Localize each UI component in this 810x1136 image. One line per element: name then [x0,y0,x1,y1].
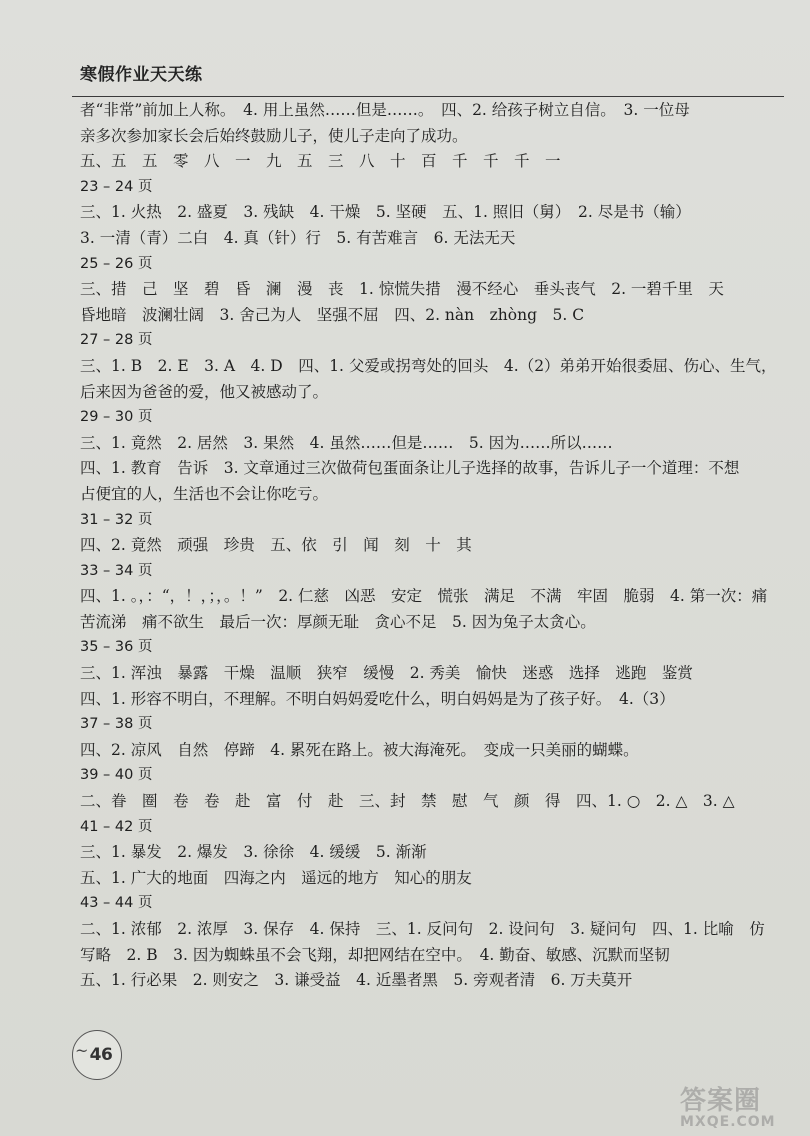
header-title: 寒假作业天天练 [80,65,203,85]
answer-line: 五、1. 广大的地面 四海之内 遥远的地方 知心的朋友 [80,868,472,887]
answer-line: 亲多次参加家长会后始终鼓励儿子，使儿子走向了成功。 [80,126,468,145]
watermark-logo-text: 答案圈 [680,1086,762,1116]
answer-line: 三、1. 浑浊 暴露 干燥 温顺 狭窄 缓慢 2. 秀美 愉快 迷惑 选择 逃跑 鉴赏 [80,664,693,683]
page-range-heading: 23 – 24 页 [80,178,153,195]
answer-line: 四、1. 形容不明白，不理解。不明白妈妈爱吃什么，明白妈妈是为了孩子好。 4.（3） [80,689,675,708]
page-range-heading: 41 – 42 页 [80,818,153,835]
page-range-heading: 31 – 32 页 [80,511,153,528]
answer-line: 写略 2. B 3. 因为蜘蛛虽不会飞翔，却把网结在空中。 4. 勤奋、敏感、沉默而坚韧 [80,945,670,964]
header-rule [72,96,784,97]
answer-line: 三、1. 竟然 2. 居然 3. 果然 4. 虽然……但是…… 5. 因为……所以…… [80,433,613,452]
answer-line: 四、2. 竟然 顽强 珍贵 五、依 引 闻 刻 十 其 [80,536,472,555]
answer-line: 昏地暗 波澜壮阔 3. 舍己为人 坚强不屈 四、2. nàn zhòng 5. C [80,305,585,324]
answer-line: 苦流涕 痛不欲生 最后一次：厚颜无耻 贪心不足 5. 因为兔子太贪心。 [80,612,596,631]
page-range-heading: 35 – 36 页 [80,639,153,656]
answer-line: 四、1. 。，：“，！，；，。！” 2. 仁慈 凶恶 安定 慌张 满足 不满 牢固 脆弱 4. 第一次：痛 [80,587,768,606]
answer-line: 四、2. 凉风 自然 停蹄 4. 累死在路上。被大海淹死。 变成一只美丽的蝴蝶。 [80,740,639,759]
page-range-heading: 43 – 44 页 [80,895,153,912]
answer-line: 五、1. 行必果 2. 则安之 3. 谦受益 4. 近墨者黑 5. 旁观者清 6. 万夫莫开 [80,971,633,990]
page-range-heading: 29 – 30 页 [80,409,153,426]
watermark [680,1088,800,1132]
page-range-heading: 27 – 28 页 [80,332,153,349]
answer-line: 三、1. B 2. E 3. A 4. D 四、1. 父爱或拐弯处的回头 4.（2）弟弟开始很委屈、伤心、生气， [80,356,777,375]
answer-line: 3. 一清（青）二白 4. 真（针）行 5. 有苦难言 6. 无法无天 [80,228,516,247]
answer-line: 二、1. 浓郁 2. 浓厚 3. 保存 4. 保持 三、1. 反问句 2. 设问句 3. 疑问句 四、1. 比喻 仿 [80,920,765,938]
page-range-heading: 39 – 40 页 [80,767,153,784]
watermark-url: MXQE.COM [680,1114,776,1130]
page-range-heading: 37 – 38 页 [80,716,153,733]
answer-line: 三、1. 暴发 2. 爆发 3. 徐徐 4. 缓缓 5. 渐渐 [80,843,427,862]
decorative-swirl-icon: ~ [75,1041,89,1060]
page-range-heading: 33 – 34 页 [80,562,153,579]
answer-line: 占便宜的人，生活也不会让你吃亏。 [80,484,329,503]
answer-line: 五、五 五 零 八 一 九 五 三 八 十 百 千 千 千 一 [80,152,561,171]
answer-line: 二、眷 圈 卷 卷 赴 富 付 赴 三、封 禁 慰 气 颜 得 四、1. ○ 2. △ 3. △ [80,792,735,811]
page-number-badge [72,1030,122,1080]
page-number: 46 [89,1045,113,1065]
answer-line: 后来因为爸爸的爱，他又被感动了。 [80,382,329,401]
answer-content [80,98,780,994]
answer-line: 三、1. 火热 2. 盛夏 3. 残缺 4. 干燥 5. 坚硬 五、1. 照旧（舅） 2. 尽是书（输） [80,203,691,222]
answer-line: 三、措 己 坚 碧 昏 澜 漫 丧 1. 惊慌失措 漫不经心 垂头丧气 2. 一碧千里 天 [80,280,724,299]
page-range-heading: 25 – 26 页 [80,255,153,272]
answer-line: 四、1. 教育 告诉 3. 文章通过三次做荷包蛋面条让儿子选择的故事，告诉儿子一个道理：不想 [80,459,740,478]
answer-line: 者“非常”前加上人称。 4. 用上虽然……但是……。 四、2. 给孩子树立自信。 3. 一位母 [80,101,690,119]
